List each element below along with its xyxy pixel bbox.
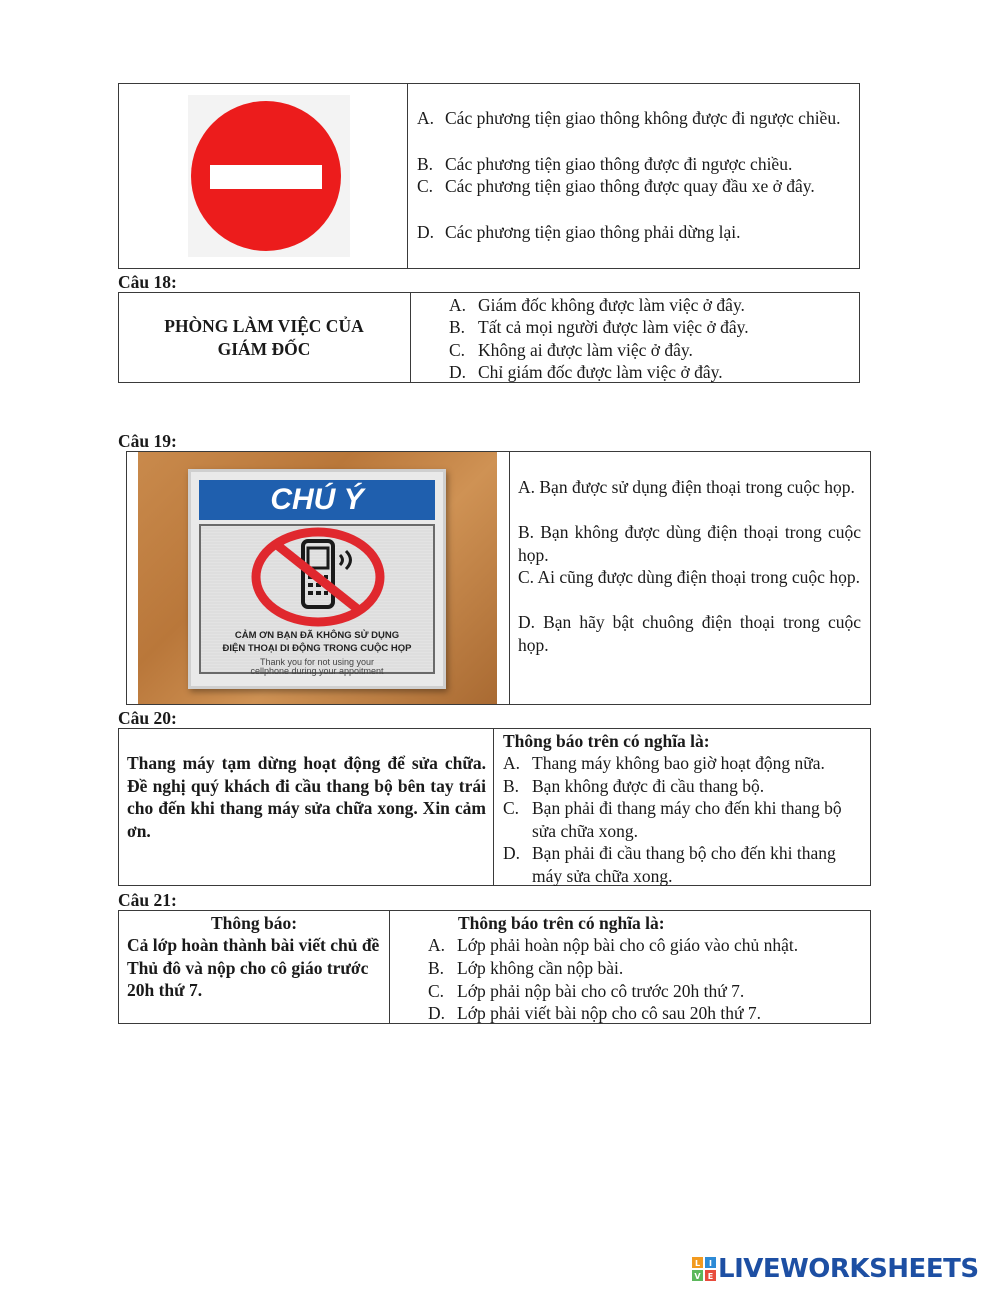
q18-option-b-letter: B.: [449, 317, 466, 337]
q21-option-c-text: Lớp phải nộp bài cho cô trước 20h thứ 7.: [457, 981, 745, 1001]
q17-option-a[interactable]: [417, 107, 847, 130]
q20-option-b-letter: B.: [503, 776, 520, 796]
svg-text:L: L: [694, 1259, 701, 1268]
sign-plate: [188, 469, 446, 689]
q20-option-d-letter: D.: [503, 843, 521, 863]
q18-option-d-letter: D.: [449, 362, 467, 382]
q21-question: Thông báo trên có nghĩa là:: [458, 913, 665, 933]
q21-option-d[interactable]: [428, 1002, 868, 1025]
brand-name: LIVEWORKSHEETS: [718, 1254, 979, 1284]
q19-option-c[interactable]: C. Ai cũng được dùng điện thoại trong cuộc họp.: [518, 567, 860, 587]
q17-option-a-letter: A.: [417, 108, 435, 128]
q18-option-c-text: Không ai được làm việc ở đây.: [478, 340, 693, 360]
q20-option-b[interactable]: [503, 775, 863, 798]
q18-sign-text: PHÒNG LÀM VIỆC CỦA GIÁM ĐỐC: [164, 316, 364, 359]
q21-label: Câu 21:: [118, 890, 177, 910]
q20-option-a-text: Thang máy không bao giờ hoạt động nữa.: [532, 753, 825, 773]
q18-option-a-letter: A.: [449, 295, 467, 315]
q20-question: Thông báo trên có nghĩa là:: [503, 731, 710, 751]
q21-option-b-letter: B.: [428, 958, 445, 978]
q19-option-b[interactable]: B. Bạn không được dùng điện thoại trong cuộc họp.: [518, 522, 861, 565]
q21-option-d-text: Lớp phải viết bài nộp cho cô sau 20h thứ 7.: [457, 1003, 762, 1023]
svg-text:V: V: [694, 1272, 701, 1281]
q20-label: Câu 20:: [118, 708, 177, 728]
q20-divider: [493, 728, 494, 886]
q17-option-c-letter: C.: [417, 176, 434, 196]
q20-option-c-text: Bạn phải đi thang máy cho đến khi thang bộ sửa chữa xong.: [532, 798, 842, 841]
q18-option-c[interactable]: [449, 339, 849, 362]
q21-option-a[interactable]: [428, 934, 868, 957]
q20-option-a[interactable]: [503, 752, 863, 775]
q17-option-d-letter: D.: [417, 222, 435, 242]
q21-option-b-text: Lớp không cần nộp bài.: [457, 958, 624, 978]
q18-divider: [410, 292, 411, 383]
q21-notice: Cả lớp hoàn thành bài viết chủ đề Thủ đô và nộp cho cô giáo trước 20h thứ 7.: [127, 935, 380, 1000]
no-entry-sign-icon: [188, 95, 350, 257]
q20-option-d-text: Bạn phải đi cầu thang bộ cho đến khi thang máy sửa chữa xong.: [532, 843, 836, 886]
q17-option-c[interactable]: [417, 175, 847, 198]
q21-option-d-letter: D.: [428, 1003, 446, 1023]
phone-sign-image: [138, 452, 497, 704]
live-blocks-icon: [692, 1257, 716, 1281]
q18-option-d[interactable]: [449, 361, 849, 384]
q18-option-d-text: Chỉ giám đốc được làm việc ở đây.: [478, 362, 723, 382]
q20-option-d[interactable]: [503, 842, 863, 887]
q17-option-a-text: Các phương tiện giao thông không được đi ngược chiều.: [445, 108, 841, 128]
q21-option-a-letter: A.: [428, 935, 446, 955]
q20-option-a-letter: A.: [503, 753, 521, 773]
q17-option-b-text: Các phương tiện giao thông được đi ngược chiều.: [445, 154, 793, 174]
q20-notice: Thang máy tạm dừng hoạt động để sửa chữa. Đề nghị quý khách đi cầu thang bộ bên tay trái cho đến khi thang máy sửa chữa xong. Xin cảm ơn.: [127, 753, 486, 841]
q19-label: Câu 19:: [118, 431, 177, 451]
sign-en-line-1: Thank you for not using your: [259, 657, 375, 667]
q21-divider: [389, 910, 390, 1024]
q21-notice-title: Thông báo:: [210, 913, 298, 933]
sign-header-text: CHÚ Ý: [270, 483, 364, 516]
no-phone-icon: [250, 527, 386, 627]
q18-option-c-letter: C.: [449, 340, 466, 360]
q18-option-b[interactable]: [449, 316, 849, 339]
q17-divider: [407, 83, 408, 269]
q20-option-c-letter: C.: [503, 798, 520, 818]
q19-option-a[interactable]: A. Bạn được sử dụng điện thoại trong cuộc họp.: [518, 477, 855, 497]
q17-option-b[interactable]: [417, 153, 857, 176]
q21-option-c[interactable]: [428, 980, 868, 1003]
q19-divider: [509, 451, 510, 705]
q19-option-d[interactable]: D. Bạn hãy bật chuông điện thoại trong cuộc họp.: [518, 612, 861, 655]
q21-option-b[interactable]: [428, 957, 868, 980]
q18-label: Câu 18:: [118, 272, 177, 292]
svg-text:I: I: [709, 1259, 712, 1268]
q17-option-d-text: Các phương tiện giao thông phải dừng lại.: [445, 222, 741, 242]
q17-option-b-letter: B.: [417, 154, 434, 174]
liveworksheets-logo[interactable]: [692, 1255, 988, 1285]
sign-en-line-2: cellphone during your appoitment: [250, 666, 384, 676]
svg-text:E: E: [707, 1272, 714, 1281]
sign-vi-line-2: ĐIỆN THOẠI DI ĐỘNG TRONG CUỘC HỌP: [222, 643, 412, 654]
q21-option-a-text: Lớp phải hoàn nộp bài cho cô giáo vào chủ nhật.: [457, 935, 799, 955]
q20-option-c[interactable]: [503, 797, 863, 842]
sign-vi-line-1: CẢM ƠN BẠN ĐÃ KHÔNG SỬ DỤNG: [234, 630, 400, 641]
q20-option-b-text: Bạn không được đi cầu thang bộ.: [532, 776, 765, 796]
q18-option-a[interactable]: [449, 294, 849, 317]
q21-option-c-letter: C.: [428, 981, 445, 1001]
q17-option-c-text: Các phương tiện giao thông được quay đầu xe ở đây.: [445, 176, 815, 196]
q17-option-d[interactable]: [417, 221, 847, 244]
q18-option-b-text: Tất cả mọi người được làm việc ở đây.: [478, 317, 749, 337]
q18-option-a-text: Giám đốc không được làm việc ở đây.: [478, 295, 745, 315]
